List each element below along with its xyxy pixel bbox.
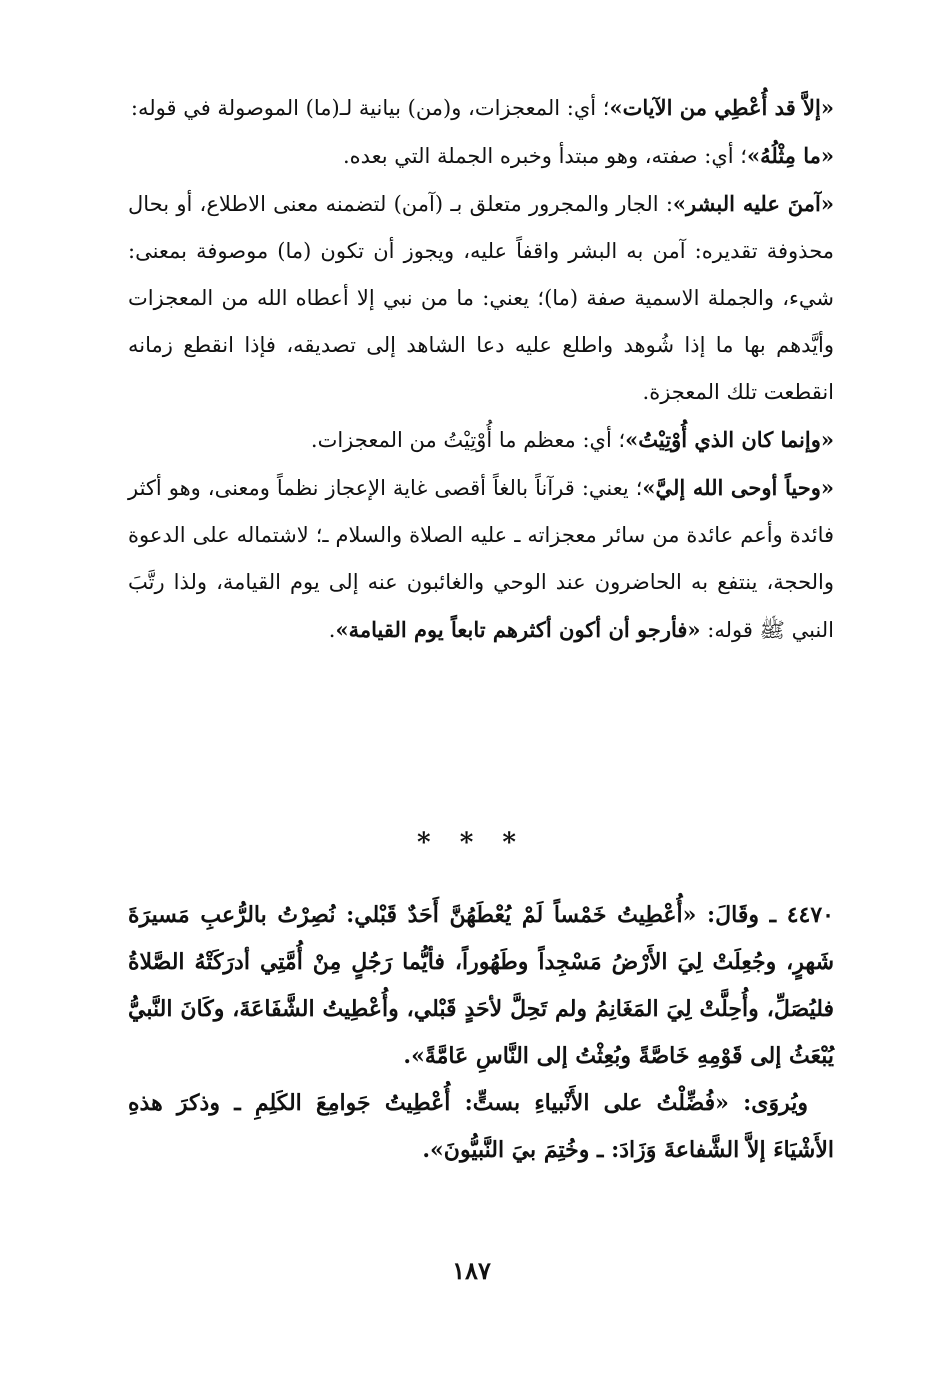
narration-paragraph [128, 1080, 834, 1174]
commentary-paragraph-4 [128, 416, 834, 464]
paragraph-end: . [328, 618, 336, 642]
commentary-section [128, 84, 834, 654]
quoted-phrase: «فأرجو أن أكون أكثرهم تابعاً يوم القيامة» [335, 617, 701, 642]
page-number: ١٨٧ [452, 1256, 491, 1285]
commentary-paragraph-1 [128, 84, 834, 132]
commentary-paragraph-5 [128, 464, 834, 654]
commentary-paragraph-2 [128, 132, 834, 180]
explanation-text: ؛ يعني: قرآناً بالغاً أقصى غاية الإعجاز نظماً ومعنى، وهو أكثر فائدة وأعم عائدة من سائر معجزاته ـ عليه الصلاة والسلام ـ؛ لاشتماله على الدعوة والحجة، ينتفع به الحاضرون عند الوحي والغائبون عنه إلى يوم القيامة، ولذا رتَّبَ النبي ﷺ قوله: [128, 476, 834, 642]
hadith-paragraph [128, 892, 834, 1080]
hadith-number: ٤٤٧٠ [786, 902, 834, 928]
hadith-text: «أُعْطِيتُ خَمْساً لَمْ يُعْطَهُنَّ أَحَدٌ قَبْلي: نُصِرْتُ بالرُّعبِ مَسيرَةَ شَهرٍ، وجُعِلَتْ لِيَ الأَرْضُ مَسْجِداً وطَهُوراً، فأيُّما رَجُلٍ مِنْ أُمَّتِي أدرَكَتْهُ الصَّلاةُ فليُصَلِّ، وأُحِلَّتْ لِيَ المَغَانِمُ ولم تَحِلَّ لأحَدٍ قَبْلي، وأُعْطِيتُ الشَّفَاعَةَ، وكَانَ النَّبيُّ يُبْعَثُ إلى قَوْمِهِ خَاصَّةً وبُعِثْتُ إلى النَّاسِ عَامَّةً». [128, 902, 834, 1069]
quoted-phrase: «وإنما كان الذي أُوْتِيْتُ» [625, 427, 834, 452]
hadith-intro: ـ وقَالَ: [696, 902, 787, 928]
quoted-phrase: «إلاَّ قد أُعْطِي من الآيات» [609, 95, 834, 120]
section-separator: * * * [417, 828, 526, 858]
explanation-text: ؛ أي: صفته، وهو مبتدأ وخبره الجملة التي بعده. [342, 144, 747, 168]
narration-intro: ويُروَى: [728, 1090, 809, 1116]
quoted-phrase: «ما مِثْلُهُ» [746, 143, 834, 168]
explanation-text: ؛ أي: المعجزات، و(من) بيانية لـ(ما) الموصولة في قوله: [130, 96, 610, 120]
commentary-paragraph-3 [128, 180, 834, 416]
hadith-section [128, 892, 834, 1174]
explanation-text: : الجار والمجرور متعلق بـ (آمن) لتضمنه معنى الاطلاع، أو بحال محذوفة تقديره: آمن به البشر واقفاً عليه، ويجوز أن تكون (ما) موصوفة بمعنى: شيء، والجملة الاسمية صفة (ما)؛ يعني: ما من نبي إلا أعطاه الله من المعجزات وأيَّدهم بها ما إذا شُوهد واطلع عليه دعا الشاهد إلى تصديقه، فإذا انقطع زمانه انقطعت تلك المعجزة. [128, 192, 834, 404]
narration-text: «فُضِّلْتُ على الأَنْبياءِ بستٍّ: أُعْطِيتُ جَوامِعَ الكَلِمِ ـ وذكرَ هذهِ الأَشْيَاءَ إلاَّ الشَّفاعةَ وَزَادَ: ـ وخُتِمَ بيَ النَّبيُّونَ». [128, 1090, 834, 1163]
explanation-text: ؛ أي: معظم ما أُوْتِيْتُ من المعجزات. [310, 428, 626, 452]
quoted-phrase: «آمنَ عليه البشر» [672, 191, 834, 216]
quoted-phrase: «وحياً أوحى الله إليَّ» [642, 475, 834, 500]
